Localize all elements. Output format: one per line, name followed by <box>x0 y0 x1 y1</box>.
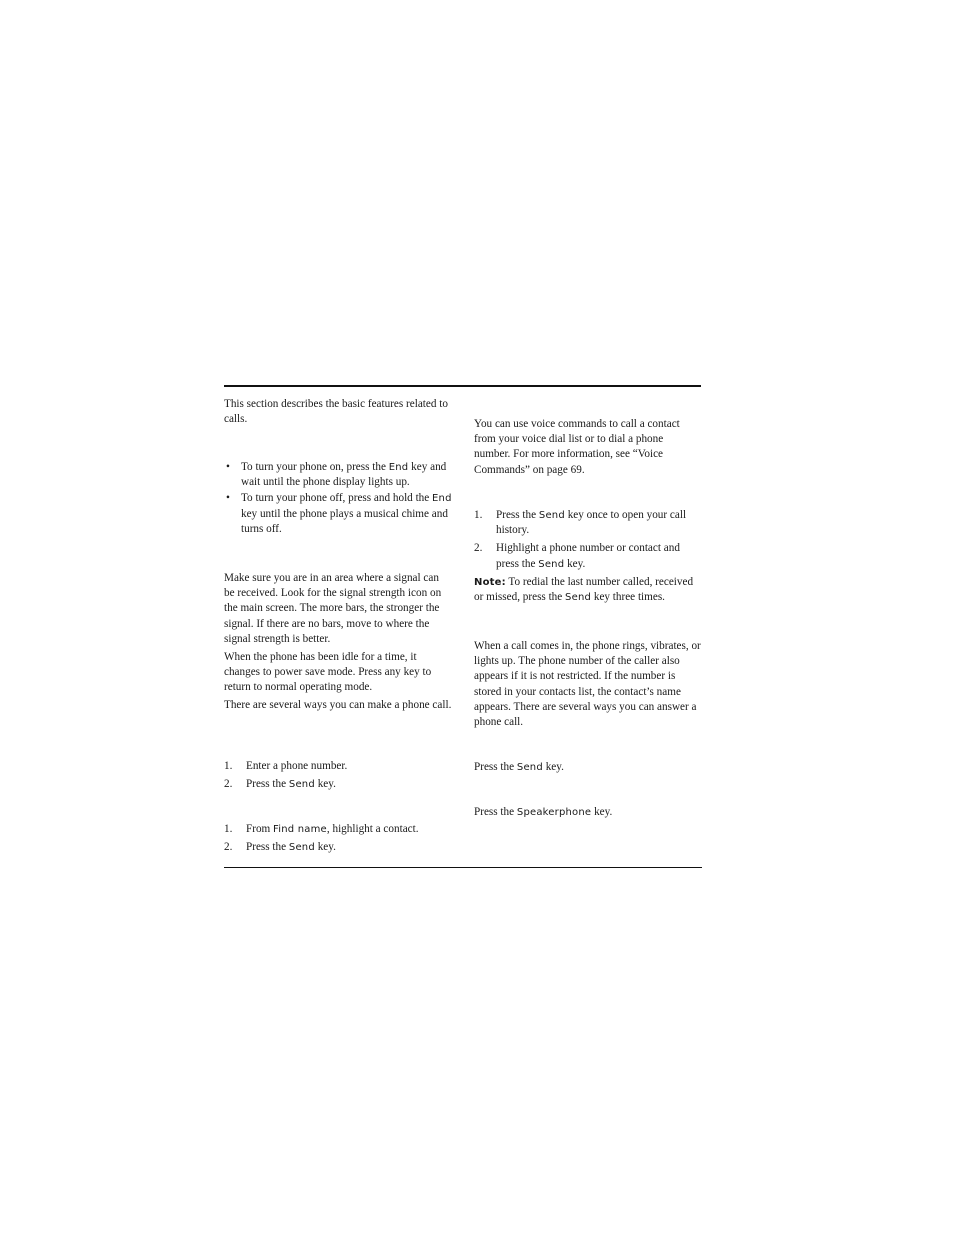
dial-steps <box>224 759 452 792</box>
bottom-rule <box>224 867 702 868</box>
list-item: 1. From Find name, highlight a contact. <box>224 823 419 835</box>
intro-paragraph: This section describes the basic features related to calls. <box>224 398 448 426</box>
bullet-icon: • <box>226 461 230 473</box>
list-item: 2. Press the Send key. <box>224 841 336 854</box>
end-key-label: End <box>432 493 452 505</box>
power-list <box>224 460 454 538</box>
send-key-label: Send <box>538 510 565 521</box>
call-history-steps <box>474 508 702 572</box>
top-rule <box>224 385 701 387</box>
send-key-label: Send <box>288 779 315 791</box>
send-key-label: Send <box>565 592 592 604</box>
list-item: 1. Enter a phone number. <box>224 760 348 772</box>
list-item: 2. Press the Send key. <box>224 778 336 791</box>
answer-send-instruction: Press the Send key. <box>474 761 564 773</box>
list-item: • To turn your phone off, press and hold the End key until the phone plays a musical chime and turns off. <box>226 492 452 535</box>
end-key-label: End <box>388 462 409 473</box>
list-item: 2. Highlight a phone number or contact and press the Send key. <box>474 542 680 570</box>
speakerphone-key-label: Speakerphone <box>516 807 592 818</box>
redial-note: Note: To redial the last number called, received or missed, press the Send key three times. <box>474 576 694 604</box>
send-key-label: Send <box>288 842 315 854</box>
list-item: 1. Press the Send key once to open your call history. <box>474 509 687 537</box>
bullet-icon: • <box>226 492 230 505</box>
signal-paragraph: Make sure you are in an area where a signal can be received. Look for the signal strength icon on the main screen. The more bars, the stronger the signal. If there are no bars, move to where the signal strength is better. <box>224 572 442 645</box>
find-name-key-label: Find name <box>273 824 327 835</box>
note-label: Note: <box>474 577 506 588</box>
voice-command-paragraph: You can use voice commands to call a contact from your voice dial list or to dial a phone number. For more information, see “Voice Commands” on page 69. <box>474 418 680 476</box>
answer-call-paragraph: When a call comes in, the phone rings, vibrates, or lights up. The phone number of the caller also appears if it is not restricted. If the number is stored in your contacts list, the contact’s name appears. There are several ways you can answer a phone call. <box>474 640 701 729</box>
contacts-steps <box>224 822 452 855</box>
power-save-paragraph: When the phone has been idle for a time, it changes to power save mode. Press any key to return to normal operating mode. <box>224 651 432 694</box>
list-item: • To turn your phone on, press the End key and wait until the phone display lights up. <box>226 461 447 489</box>
send-key-label: Send <box>538 558 565 570</box>
answer-speaker-instruction: Press the Speakerphone key. <box>474 806 613 818</box>
send-key-label: Send <box>516 762 543 773</box>
make-call-paragraph: There are several ways you can make a phone call. <box>224 699 452 711</box>
